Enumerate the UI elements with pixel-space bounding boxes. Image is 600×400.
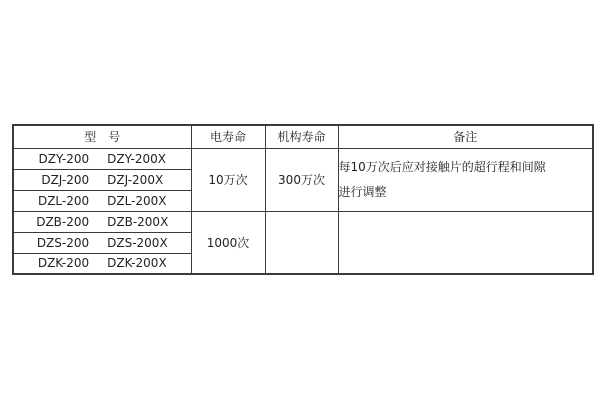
model-name: DZS-200 [36, 235, 90, 250]
model-name: DZJ-200 [41, 172, 90, 187]
table-row [13, 148, 593, 169]
model-pair [14, 215, 191, 229]
model-pair [14, 194, 191, 208]
relay-life-spec-table [12, 124, 594, 275]
model-cell-dzy [13, 148, 191, 169]
model-name: DZB-200 [36, 214, 90, 229]
model-pair [14, 236, 191, 250]
electrical-life-group1: 10万次 [191, 148, 265, 211]
model-pair [14, 173, 191, 187]
table-row [13, 211, 593, 232]
mechanical-life-group2 [265, 211, 338, 274]
model-name: DZY-200 [38, 151, 90, 166]
model-name: DZK-200 [37, 256, 90, 271]
model-cell-dzj [13, 169, 191, 190]
model-cell-dzs [13, 232, 191, 253]
table-header-row [13, 125, 593, 148]
model-name: DZL-200 [37, 193, 90, 208]
remarks-group2 [338, 211, 593, 274]
header-remarks: 备注 [338, 125, 593, 148]
model-cell-dzl [13, 190, 191, 211]
mechanical-life-group1: 300万次 [265, 148, 338, 211]
model-name: DZB-200X [107, 214, 169, 229]
remarks-group1 [338, 148, 593, 211]
electrical-life-group2: 1000次 [191, 211, 265, 274]
header-model: 型 号 [13, 125, 191, 148]
header-electrical-life: 电寿命 [191, 125, 265, 148]
header-mechanical-life: 机构寿命 [265, 125, 338, 148]
remarks-text-line1: 每10万次后应对接触片的超行程和间隙 [338, 159, 546, 174]
model-name: DZL-200X [107, 193, 167, 208]
model-cell-dzk [13, 253, 191, 274]
model-name: DZS-200X [107, 235, 168, 250]
model-name: DZJ-200X [107, 172, 164, 187]
remarks-text-line2: 进行调整 [338, 184, 387, 199]
model-name: DZY-200X [107, 151, 166, 166]
model-pair [14, 256, 191, 270]
model-name: DZK-200X [107, 256, 167, 271]
model-cell-dzb [13, 211, 191, 232]
model-pair [14, 152, 191, 166]
